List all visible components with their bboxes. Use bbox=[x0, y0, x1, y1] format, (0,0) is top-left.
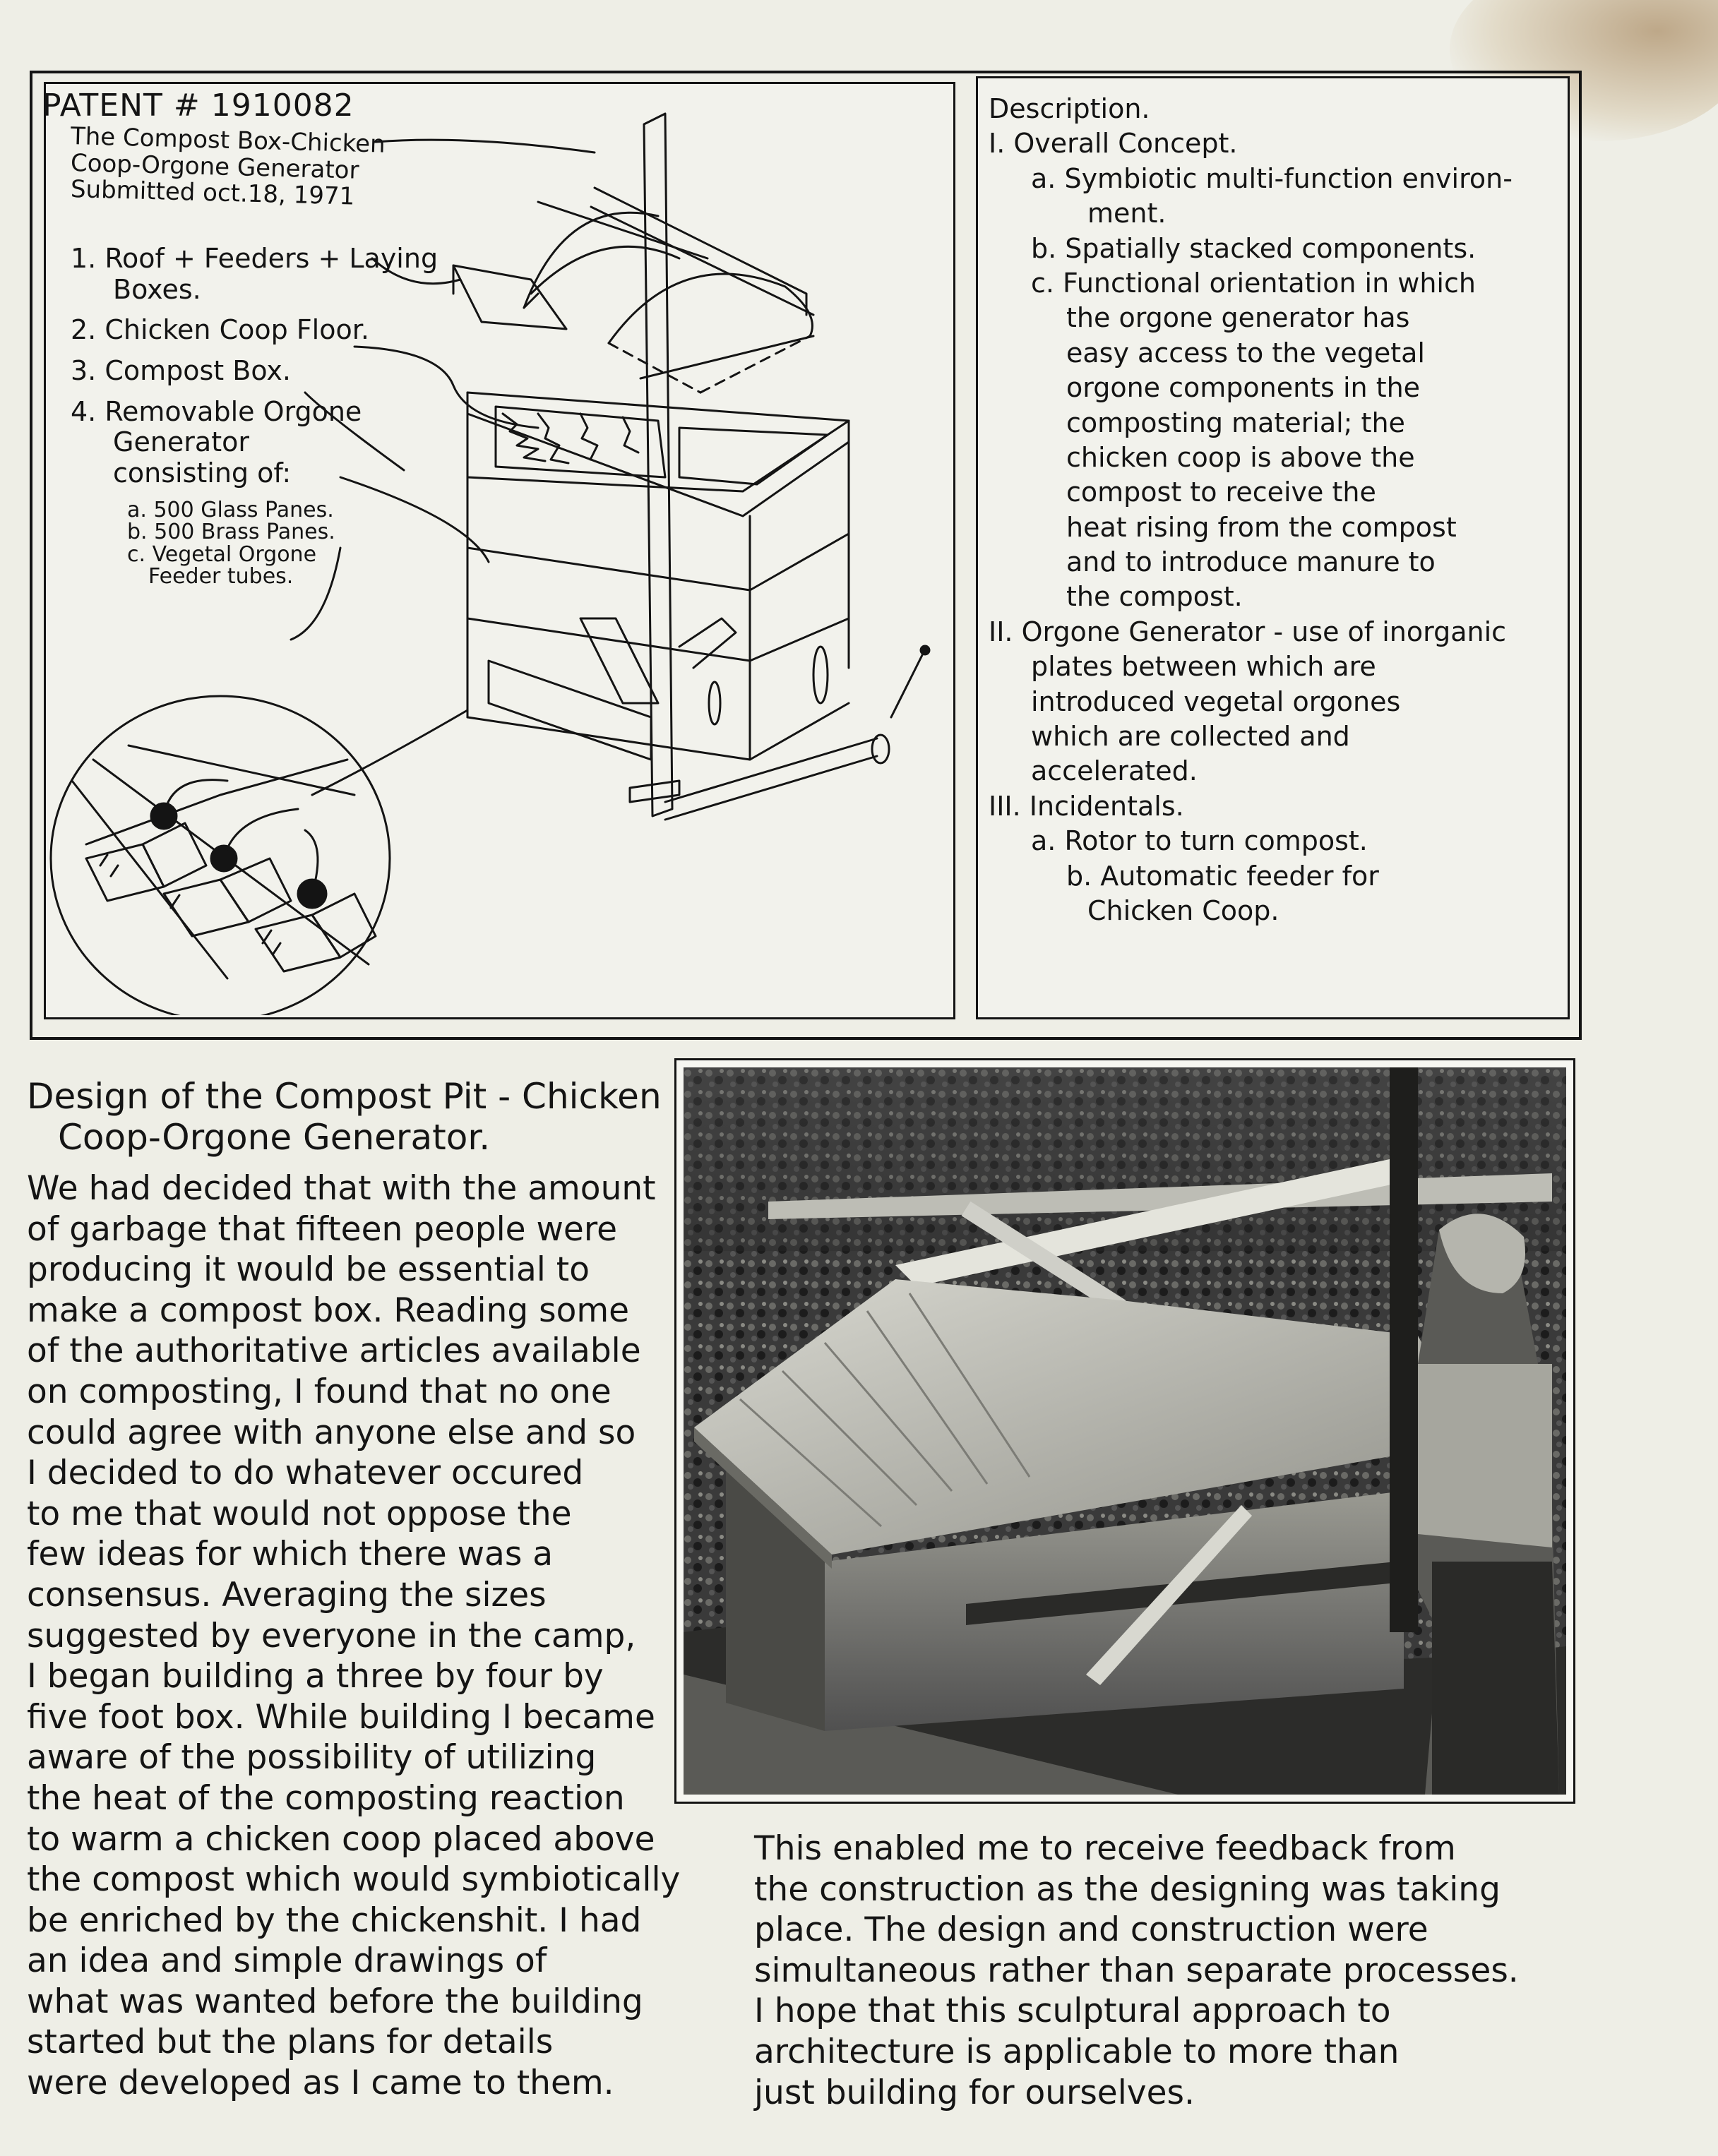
description-line: and to introduce manure to bbox=[1066, 546, 1436, 578]
description-line: accelerated. bbox=[1031, 755, 1198, 787]
body-line: aware of the possibility of utilizing bbox=[27, 1738, 597, 1778]
description-line: III. Incidentals. bbox=[989, 790, 1184, 822]
patent-submitted-date: Submitted oct.18, 1971 bbox=[70, 175, 355, 211]
part-item-2 bbox=[71, 315, 452, 346]
design-heading bbox=[27, 1077, 676, 1158]
subpart-c: c. Vegetal Orgone bbox=[127, 541, 317, 567]
description-line: b. Spatially stacked components. bbox=[1031, 232, 1477, 264]
description-line: heat rising from the compost bbox=[1066, 511, 1457, 543]
patent-number: PATENT # 1910082 bbox=[42, 88, 354, 124]
coop-photo-image bbox=[684, 1067, 1566, 1795]
description-line: II. Orgone Generator - use of inorganic bbox=[989, 616, 1507, 647]
body-line: be enriched by the chickenshit. I had bbox=[27, 1900, 642, 1940]
body-line: could agree with anyone else and so bbox=[27, 1413, 636, 1452]
patent-title-line-2: Coop-Orgone Generator bbox=[70, 148, 359, 185]
description-line: compost to receive the bbox=[1066, 477, 1376, 508]
subpart-a: a. 500 Glass Panes. bbox=[127, 497, 334, 522]
description-line: plates between which are bbox=[1031, 651, 1376, 683]
description-line: Description. bbox=[989, 93, 1150, 124]
patent-header bbox=[42, 88, 410, 211]
description-line: c. Functional orientation in which bbox=[1031, 267, 1476, 299]
body-line: on composting, I found that no one bbox=[27, 1372, 612, 1411]
body-line: We had decided that with the amount bbox=[27, 1169, 656, 1208]
description-line: a. Symbiotic multi-function environ- bbox=[1031, 162, 1513, 194]
description-line: the orgone generator has bbox=[1066, 302, 1410, 334]
description-line: a. Rotor to turn compost. bbox=[1031, 825, 1368, 857]
continuation-line: simultaneous rather than separate processes. bbox=[754, 1951, 1519, 1990]
description-line: ment. bbox=[1087, 198, 1167, 229]
body-line: five foot box. While building I became bbox=[27, 1697, 655, 1737]
body-line: started but the plans for details bbox=[27, 2023, 554, 2062]
body-line: to me that would not oppose the bbox=[27, 1494, 572, 1533]
design-heading-line-2: Coop-Orgone Generator. bbox=[58, 1116, 491, 1158]
body-line: few ideas for which there was a bbox=[27, 1535, 554, 1574]
description-list bbox=[989, 92, 1568, 928]
coop-photo bbox=[676, 1060, 1573, 1802]
body-line: of the authoritative articles available bbox=[27, 1331, 641, 1371]
part-label: 4. Removable Orgone bbox=[71, 395, 362, 427]
body-line: what was wanted before the building bbox=[27, 1982, 643, 2021]
continuation-line: This enabled me to receive feedback from bbox=[754, 1829, 1456, 1868]
description-line: I. Overall Concept. bbox=[989, 128, 1238, 160]
patent-title-line-1: The Compost Box-Chicken bbox=[70, 122, 386, 160]
description-line: easy access to the vegetal bbox=[1066, 337, 1425, 369]
continuation-line: just building for ourselves. bbox=[754, 2073, 1195, 2112]
design-continuation-text bbox=[754, 1828, 1559, 2113]
body-line: to warm a chicken coop placed above bbox=[27, 1819, 655, 1859]
design-heading-line-1: Design of the Compost Pit - Chicken bbox=[27, 1076, 662, 1117]
continuation-line: the construction as the designing was taking bbox=[754, 1869, 1501, 1909]
body-line: the heat of the composting reaction bbox=[27, 1778, 625, 1818]
part-item-3 bbox=[71, 356, 452, 387]
description-line: Chicken Coop. bbox=[1087, 894, 1279, 926]
body-line: an idea and simple drawings of bbox=[27, 1941, 547, 1981]
body-line: were developed as I came to them. bbox=[27, 2064, 614, 2103]
description-line: orgone components in the bbox=[1066, 372, 1421, 404]
continuation-line: place. The design and construction were bbox=[754, 1910, 1428, 1950]
part-label: 3. Compost Box. bbox=[71, 355, 291, 387]
description-line: composting material; the bbox=[1066, 407, 1405, 438]
body-line: suggested by everyone in the camp, bbox=[27, 1616, 636, 1655]
body-line: make a compost box. Reading some bbox=[27, 1290, 630, 1330]
body-line: the compost which would symbiotically bbox=[27, 1860, 681, 1900]
part-label-cont: Boxes. bbox=[113, 273, 201, 305]
part-label: 1. Roof + Feeders + Laying bbox=[71, 243, 439, 274]
continuation-line: I hope that this sculptural approach to bbox=[754, 1992, 1391, 2031]
continuation-line: architecture is applicable to more than bbox=[754, 2032, 1400, 2071]
description-line: introduced vegetal orgones bbox=[1031, 685, 1401, 717]
subpart-c-cont: Feeder tubes. bbox=[148, 564, 294, 589]
body-line: of garbage that fifteen people were bbox=[27, 1209, 618, 1249]
description-line: chicken coop is above the bbox=[1066, 441, 1415, 473]
body-line: producing it would be essential to bbox=[27, 1250, 590, 1290]
body-line: I began building a three by four by bbox=[27, 1657, 604, 1696]
description-line: the compost. bbox=[1066, 581, 1243, 613]
part-item-4 bbox=[71, 397, 452, 489]
design-body-text bbox=[27, 1168, 681, 2104]
part-item-1 bbox=[71, 244, 452, 305]
description-line: which are collected and bbox=[1031, 721, 1350, 753]
part-label-cont: Generator consisting of: bbox=[113, 426, 292, 489]
subpart-b: b. 500 Brass Panes. bbox=[127, 520, 335, 545]
body-line: I decided to do whatever occured bbox=[27, 1454, 584, 1493]
description-line: b. Automatic feeder for bbox=[1066, 860, 1379, 892]
part-label: 2. Chicken Coop Floor. bbox=[71, 314, 369, 346]
parts-list bbox=[71, 244, 452, 588]
body-line: consensus. Averaging the sizes bbox=[27, 1575, 547, 1615]
